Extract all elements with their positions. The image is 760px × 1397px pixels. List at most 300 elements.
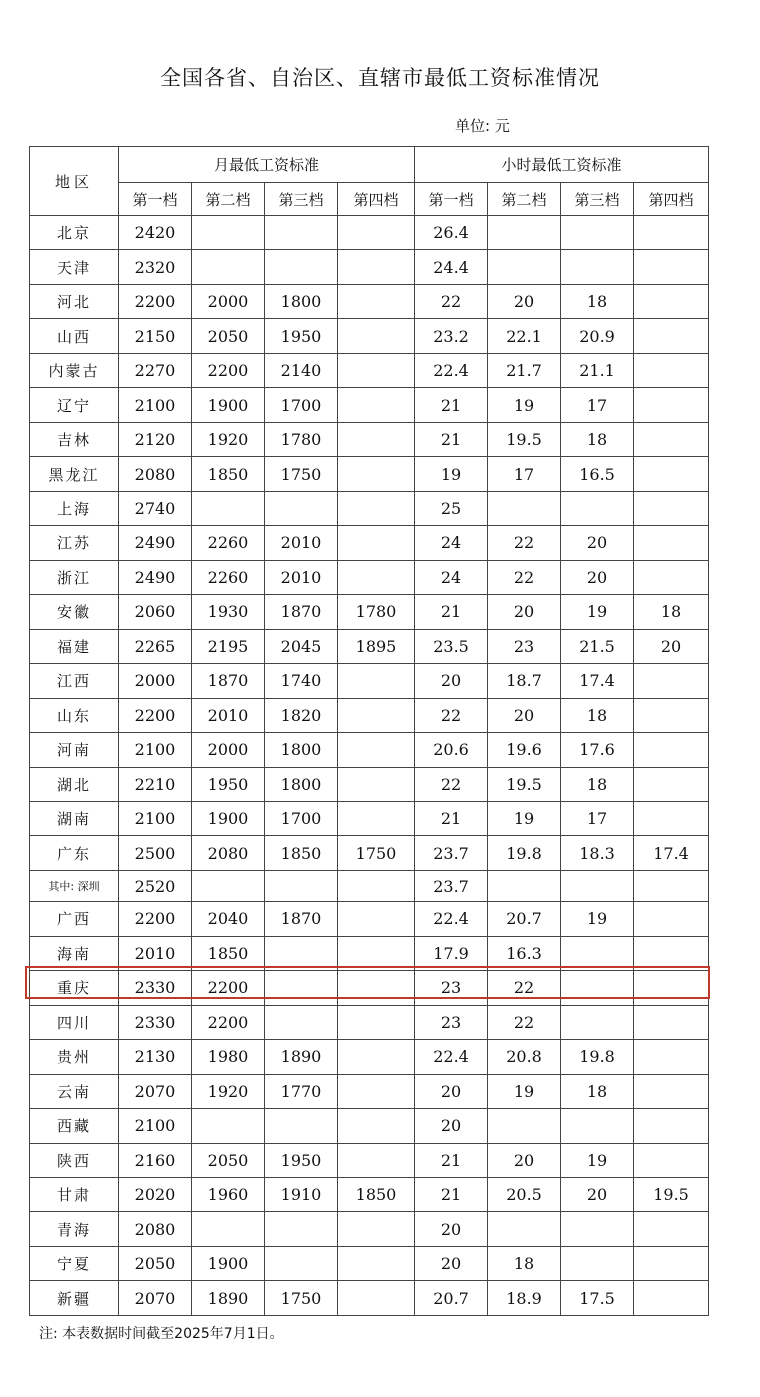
monthly-wage-cell xyxy=(338,664,415,698)
header-hourly-tier-2: 第二档 xyxy=(488,183,561,216)
region-cell: 浙江 xyxy=(30,560,119,594)
hourly-wage-cell: 20 xyxy=(488,1143,561,1177)
region-cell: 四川 xyxy=(30,1005,119,1039)
hourly-wage-cell: 21 xyxy=(415,801,488,835)
hourly-wage-cell: 24 xyxy=(415,526,488,560)
monthly-wage-cell: 1890 xyxy=(192,1281,265,1316)
monthly-wage-cell: 1870 xyxy=(192,664,265,698)
table-row xyxy=(30,1212,709,1246)
monthly-wage-cell xyxy=(192,1109,265,1143)
monthly-wage-cell: 2100 xyxy=(119,388,192,422)
hourly-wage-cell: 20.9 xyxy=(561,319,634,353)
monthly-wage-cell: 1750 xyxy=(265,457,338,491)
region-cell: 内蒙古 xyxy=(30,353,119,387)
monthly-wage-cell: 2010 xyxy=(192,698,265,732)
footnote: 注: 本表数据时间截至2025年7月1日。 xyxy=(39,1326,284,1342)
hourly-wage-cell: 17 xyxy=(561,801,634,835)
region-cell: 北京 xyxy=(30,216,119,250)
hourly-wage-cell xyxy=(561,1109,634,1143)
monthly-wage-cell: 2140 xyxy=(265,353,338,387)
hourly-wage-cell xyxy=(634,1074,709,1108)
hourly-wage-cell xyxy=(634,560,709,594)
monthly-wage-cell xyxy=(338,733,415,767)
monthly-wage-cell xyxy=(338,1212,415,1246)
hourly-wage-cell: 20 xyxy=(415,1074,488,1108)
hourly-wage-cell xyxy=(488,216,561,250)
table-row xyxy=(30,936,709,970)
monthly-wage-cell: 2000 xyxy=(192,284,265,318)
region-cell: 黑龙江 xyxy=(30,457,119,491)
hourly-wage-cell: 20 xyxy=(415,664,488,698)
hourly-wage-cell: 20.8 xyxy=(488,1040,561,1074)
monthly-wage-cell: 2320 xyxy=(119,250,192,284)
monthly-wage-cell: 1800 xyxy=(265,284,338,318)
monthly-wage-cell: 2520 xyxy=(119,870,192,901)
hourly-wage-cell: 26.4 xyxy=(415,216,488,250)
hourly-wage-cell xyxy=(561,250,634,284)
table-row xyxy=(30,319,709,353)
hourly-wage-cell xyxy=(561,216,634,250)
monthly-wage-cell xyxy=(338,1109,415,1143)
header-monthly-tier-1: 第一档 xyxy=(119,183,192,216)
monthly-wage-cell xyxy=(265,491,338,525)
table-row xyxy=(30,250,709,284)
table-row xyxy=(30,1143,709,1177)
hourly-wage-cell: 19.6 xyxy=(488,733,561,767)
table-row xyxy=(30,767,709,801)
monthly-wage-cell: 2490 xyxy=(119,560,192,594)
monthly-wage-cell xyxy=(192,870,265,901)
hourly-wage-cell: 17.5 xyxy=(561,1281,634,1316)
monthly-wage-cell xyxy=(338,971,415,1005)
hourly-wage-cell: 21 xyxy=(415,595,488,629)
monthly-wage-cell: 1750 xyxy=(265,1281,338,1316)
unit-label: 单位: 元 xyxy=(455,117,510,135)
table-row xyxy=(30,353,709,387)
hourly-wage-cell: 20 xyxy=(415,1246,488,1280)
monthly-wage-cell: 2070 xyxy=(119,1281,192,1316)
monthly-wage-cell: 1800 xyxy=(265,767,338,801)
region-cell: 其中: 深圳 xyxy=(30,870,119,901)
monthly-wage-cell xyxy=(338,1246,415,1280)
hourly-wage-cell xyxy=(634,284,709,318)
monthly-wage-cell xyxy=(338,1040,415,1074)
region-cell: 广西 xyxy=(30,902,119,936)
region-cell: 山西 xyxy=(30,319,119,353)
hourly-wage-cell: 21.7 xyxy=(488,353,561,387)
monthly-wage-cell: 2200 xyxy=(192,1005,265,1039)
table-row xyxy=(30,971,709,1005)
monthly-wage-cell: 2490 xyxy=(119,526,192,560)
region-cell: 贵州 xyxy=(30,1040,119,1074)
region-cell: 新疆 xyxy=(30,1281,119,1316)
minimum-wage-table xyxy=(29,146,709,1316)
monthly-wage-cell: 2010 xyxy=(265,560,338,594)
monthly-wage-cell: 2130 xyxy=(119,1040,192,1074)
monthly-wage-cell: 2050 xyxy=(119,1246,192,1280)
region-cell: 辽宁 xyxy=(30,388,119,422)
hourly-wage-cell: 22.1 xyxy=(488,319,561,353)
monthly-wage-cell: 1870 xyxy=(265,595,338,629)
hourly-wage-cell: 21.1 xyxy=(561,353,634,387)
table-row xyxy=(30,836,709,870)
hourly-wage-cell xyxy=(561,936,634,970)
hourly-wage-cell: 19.8 xyxy=(561,1040,634,1074)
table-row xyxy=(30,216,709,250)
region-cell: 河南 xyxy=(30,733,119,767)
monthly-wage-cell: 1800 xyxy=(265,733,338,767)
table-row xyxy=(30,1074,709,1108)
hourly-wage-cell: 18.3 xyxy=(561,836,634,870)
monthly-wage-cell: 1780 xyxy=(338,595,415,629)
hourly-wage-cell: 23.7 xyxy=(415,870,488,901)
monthly-wage-cell xyxy=(338,422,415,456)
hourly-wage-cell xyxy=(488,1212,561,1246)
region-cell: 湖南 xyxy=(30,801,119,835)
monthly-wage-cell xyxy=(338,284,415,318)
table-row xyxy=(30,733,709,767)
monthly-wage-cell: 1900 xyxy=(192,801,265,835)
monthly-wage-cell: 2045 xyxy=(265,629,338,663)
monthly-wage-cell xyxy=(338,388,415,422)
hourly-wage-cell: 17 xyxy=(488,457,561,491)
hourly-wage-cell: 17.6 xyxy=(561,733,634,767)
header-hourly-tier-4: 第四档 xyxy=(634,183,709,216)
hourly-wage-cell: 19.5 xyxy=(634,1177,709,1211)
monthly-wage-cell: 2060 xyxy=(119,595,192,629)
monthly-wage-cell: 1870 xyxy=(265,902,338,936)
hourly-wage-cell: 22 xyxy=(488,560,561,594)
monthly-wage-cell xyxy=(338,250,415,284)
hourly-wage-cell xyxy=(634,422,709,456)
monthly-wage-cell: 2160 xyxy=(119,1143,192,1177)
hourly-wage-cell xyxy=(634,1143,709,1177)
monthly-wage-cell: 2100 xyxy=(119,1109,192,1143)
hourly-wage-cell: 20 xyxy=(415,1212,488,1246)
monthly-wage-cell xyxy=(265,1109,338,1143)
monthly-wage-cell: 1920 xyxy=(192,1074,265,1108)
hourly-wage-cell: 18 xyxy=(561,698,634,732)
monthly-wage-cell: 1770 xyxy=(265,1074,338,1108)
hourly-wage-cell xyxy=(634,388,709,422)
region-cell: 青海 xyxy=(30,1212,119,1246)
hourly-wage-cell xyxy=(634,491,709,525)
hourly-wage-cell: 19 xyxy=(488,388,561,422)
monthly-wage-cell xyxy=(338,902,415,936)
monthly-wage-cell: 2195 xyxy=(192,629,265,663)
hourly-wage-cell xyxy=(634,216,709,250)
monthly-wage-cell: 1895 xyxy=(338,629,415,663)
hourly-wage-cell: 21 xyxy=(415,388,488,422)
hourly-wage-cell: 19.8 xyxy=(488,836,561,870)
monthly-wage-cell: 2420 xyxy=(119,216,192,250)
hourly-wage-cell: 23.7 xyxy=(415,836,488,870)
hourly-wage-cell xyxy=(488,1109,561,1143)
hourly-wage-cell: 20.6 xyxy=(415,733,488,767)
monthly-wage-cell xyxy=(338,1143,415,1177)
hourly-wage-cell xyxy=(488,250,561,284)
hourly-wage-cell: 22 xyxy=(415,698,488,732)
monthly-wage-cell xyxy=(338,698,415,732)
monthly-wage-cell: 2200 xyxy=(119,902,192,936)
hourly-wage-cell xyxy=(561,491,634,525)
monthly-wage-cell xyxy=(265,216,338,250)
hourly-wage-cell: 19 xyxy=(488,1074,561,1108)
hourly-wage-cell: 22 xyxy=(415,767,488,801)
monthly-wage-cell xyxy=(192,1212,265,1246)
hourly-wage-cell: 22.4 xyxy=(415,1040,488,1074)
monthly-wage-cell xyxy=(338,560,415,594)
hourly-wage-cell: 18 xyxy=(561,422,634,456)
hourly-wage-cell: 20 xyxy=(561,526,634,560)
monthly-wage-cell: 1980 xyxy=(192,1040,265,1074)
monthly-wage-cell: 2080 xyxy=(192,836,265,870)
monthly-wage-cell: 2210 xyxy=(119,767,192,801)
table-row xyxy=(30,629,709,663)
table-row xyxy=(30,902,709,936)
hourly-wage-cell xyxy=(634,971,709,1005)
hourly-wage-cell xyxy=(634,1109,709,1143)
hourly-wage-cell: 22 xyxy=(488,971,561,1005)
monthly-wage-cell: 2150 xyxy=(119,319,192,353)
hourly-wage-cell: 17.4 xyxy=(634,836,709,870)
monthly-wage-cell: 1740 xyxy=(265,664,338,698)
region-cell: 宁夏 xyxy=(30,1246,119,1280)
hourly-wage-cell: 20 xyxy=(561,1177,634,1211)
monthly-wage-cell: 2330 xyxy=(119,1005,192,1039)
hourly-wage-cell: 17.4 xyxy=(561,664,634,698)
monthly-wage-cell: 1910 xyxy=(265,1177,338,1211)
hourly-wage-cell xyxy=(634,353,709,387)
monthly-wage-cell xyxy=(338,1074,415,1108)
hourly-wage-cell: 22 xyxy=(488,526,561,560)
monthly-wage-cell: 1930 xyxy=(192,595,265,629)
region-cell: 河北 xyxy=(30,284,119,318)
table-row xyxy=(30,1281,709,1316)
header-region: 地区 xyxy=(30,147,119,216)
hourly-wage-cell xyxy=(634,250,709,284)
hourly-wage-cell xyxy=(634,698,709,732)
region-cell: 上海 xyxy=(30,491,119,525)
table-row xyxy=(30,457,709,491)
region-cell: 安徽 xyxy=(30,595,119,629)
table-row xyxy=(30,1040,709,1074)
monthly-wage-cell xyxy=(265,870,338,901)
hourly-wage-cell: 21 xyxy=(415,1177,488,1211)
monthly-wage-cell: 1850 xyxy=(192,936,265,970)
hourly-wage-cell: 18 xyxy=(488,1246,561,1280)
header-hourly: 小时最低工资标准 xyxy=(415,147,709,183)
monthly-wage-cell: 2070 xyxy=(119,1074,192,1108)
monthly-wage-cell: 1950 xyxy=(265,319,338,353)
hourly-wage-cell: 19.5 xyxy=(488,767,561,801)
monthly-wage-cell: 2260 xyxy=(192,560,265,594)
hourly-wage-cell xyxy=(634,1040,709,1074)
hourly-wage-cell: 18 xyxy=(561,284,634,318)
monthly-wage-cell xyxy=(265,1005,338,1039)
monthly-wage-cell: 2100 xyxy=(119,733,192,767)
region-cell: 福建 xyxy=(30,629,119,663)
hourly-wage-cell: 18.9 xyxy=(488,1281,561,1316)
monthly-wage-cell: 2265 xyxy=(119,629,192,663)
monthly-wage-cell: 2740 xyxy=(119,491,192,525)
monthly-wage-cell: 2050 xyxy=(192,319,265,353)
hourly-wage-cell: 21.5 xyxy=(561,629,634,663)
table-row xyxy=(30,1005,709,1039)
hourly-wage-cell: 18 xyxy=(561,767,634,801)
monthly-wage-cell xyxy=(338,767,415,801)
hourly-wage-cell xyxy=(561,1212,634,1246)
hourly-wage-cell: 20 xyxy=(488,595,561,629)
monthly-wage-cell xyxy=(338,526,415,560)
hourly-wage-cell: 17 xyxy=(561,388,634,422)
hourly-wage-cell: 19 xyxy=(415,457,488,491)
monthly-wage-cell xyxy=(265,1246,338,1280)
monthly-wage-cell: 2050 xyxy=(192,1143,265,1177)
hourly-wage-cell: 23.2 xyxy=(415,319,488,353)
monthly-wage-cell: 1820 xyxy=(265,698,338,732)
monthly-wage-cell xyxy=(265,936,338,970)
hourly-wage-cell: 18.7 xyxy=(488,664,561,698)
monthly-wage-cell: 1850 xyxy=(192,457,265,491)
hourly-wage-cell: 24.4 xyxy=(415,250,488,284)
monthly-wage-cell: 2020 xyxy=(119,1177,192,1211)
hourly-wage-cell xyxy=(488,870,561,901)
hourly-wage-cell: 21 xyxy=(415,1143,488,1177)
monthly-wage-cell: 2200 xyxy=(192,353,265,387)
table-row xyxy=(30,664,709,698)
hourly-wage-cell xyxy=(634,1212,709,1246)
header-hourly-tier-3: 第三档 xyxy=(561,183,634,216)
hourly-wage-cell: 20 xyxy=(488,284,561,318)
monthly-wage-cell: 2260 xyxy=(192,526,265,560)
hourly-wage-cell: 19 xyxy=(488,801,561,835)
region-cell: 湖北 xyxy=(30,767,119,801)
hourly-wage-cell: 25 xyxy=(415,491,488,525)
monthly-wage-cell xyxy=(338,1281,415,1316)
region-cell: 山东 xyxy=(30,698,119,732)
hourly-wage-cell: 21 xyxy=(415,422,488,456)
header-monthly-tier-4: 第四档 xyxy=(338,183,415,216)
table-row xyxy=(30,1109,709,1143)
monthly-wage-cell xyxy=(338,870,415,901)
table-row xyxy=(30,1177,709,1211)
hourly-wage-cell xyxy=(634,870,709,901)
hourly-wage-cell xyxy=(561,1246,634,1280)
monthly-wage-cell: 1850 xyxy=(338,1177,415,1211)
hourly-wage-cell: 20 xyxy=(634,629,709,663)
monthly-wage-cell: 2200 xyxy=(119,284,192,318)
monthly-wage-cell: 1950 xyxy=(265,1143,338,1177)
hourly-wage-cell xyxy=(634,457,709,491)
monthly-wage-cell: 1900 xyxy=(192,1246,265,1280)
monthly-wage-cell: 2040 xyxy=(192,902,265,936)
monthly-wage-cell: 1700 xyxy=(265,388,338,422)
hourly-wage-cell: 23 xyxy=(488,629,561,663)
monthly-wage-cell: 1890 xyxy=(265,1040,338,1074)
hourly-wage-cell: 23 xyxy=(415,1005,488,1039)
hourly-wage-cell: 20 xyxy=(488,698,561,732)
monthly-wage-cell xyxy=(265,1212,338,1246)
region-cell: 广东 xyxy=(30,836,119,870)
monthly-wage-cell: 1750 xyxy=(338,836,415,870)
hourly-wage-cell: 18 xyxy=(561,1074,634,1108)
monthly-wage-cell: 1900 xyxy=(192,388,265,422)
monthly-wage-cell: 2200 xyxy=(192,971,265,1005)
hourly-wage-cell: 20.7 xyxy=(488,902,561,936)
header-monthly-tier-3: 第三档 xyxy=(265,183,338,216)
monthly-wage-cell xyxy=(338,457,415,491)
region-cell: 海南 xyxy=(30,936,119,970)
monthly-wage-cell: 2500 xyxy=(119,836,192,870)
monthly-wage-cell xyxy=(192,491,265,525)
hourly-wage-cell xyxy=(634,902,709,936)
hourly-wage-cell xyxy=(634,526,709,560)
region-cell: 重庆 xyxy=(30,971,119,1005)
monthly-wage-cell: 1950 xyxy=(192,767,265,801)
table-row xyxy=(30,698,709,732)
monthly-wage-cell: 2270 xyxy=(119,353,192,387)
table-row xyxy=(30,388,709,422)
hourly-wage-cell: 19 xyxy=(561,1143,634,1177)
hourly-wage-cell: 24 xyxy=(415,560,488,594)
region-cell: 江西 xyxy=(30,664,119,698)
table-row xyxy=(30,422,709,456)
table-row xyxy=(30,491,709,525)
hourly-wage-cell xyxy=(561,1005,634,1039)
hourly-wage-cell: 19 xyxy=(561,902,634,936)
header-monthly-tier-2: 第二档 xyxy=(192,183,265,216)
monthly-wage-cell: 2330 xyxy=(119,971,192,1005)
monthly-wage-cell: 2000 xyxy=(119,664,192,698)
hourly-wage-cell: 23.5 xyxy=(415,629,488,663)
region-cell: 陕西 xyxy=(30,1143,119,1177)
region-cell: 甘肃 xyxy=(30,1177,119,1211)
hourly-wage-cell xyxy=(634,733,709,767)
monthly-wage-cell: 2080 xyxy=(119,457,192,491)
monthly-wage-cell: 1960 xyxy=(192,1177,265,1211)
monthly-wage-cell xyxy=(338,1005,415,1039)
hourly-wage-cell: 20.5 xyxy=(488,1177,561,1211)
table-body xyxy=(30,216,709,1316)
hourly-wage-cell: 17.9 xyxy=(415,936,488,970)
hourly-wage-cell: 20 xyxy=(415,1109,488,1143)
table-row xyxy=(30,801,709,835)
hourly-wage-cell: 22.4 xyxy=(415,353,488,387)
hourly-wage-cell xyxy=(634,1246,709,1280)
monthly-wage-cell xyxy=(265,971,338,1005)
monthly-wage-cell: 2120 xyxy=(119,422,192,456)
hourly-wage-cell: 19 xyxy=(561,595,634,629)
monthly-wage-cell: 2010 xyxy=(119,936,192,970)
hourly-wage-cell xyxy=(561,971,634,1005)
hourly-wage-cell: 19.5 xyxy=(488,422,561,456)
hourly-wage-cell xyxy=(634,936,709,970)
header-hourly-tier-1: 第一档 xyxy=(415,183,488,216)
hourly-wage-cell xyxy=(634,1281,709,1316)
hourly-wage-cell xyxy=(488,491,561,525)
hourly-wage-cell: 20.7 xyxy=(415,1281,488,1316)
monthly-wage-cell xyxy=(338,936,415,970)
hourly-wage-cell: 16.5 xyxy=(561,457,634,491)
monthly-wage-cell xyxy=(338,353,415,387)
monthly-wage-cell: 2080 xyxy=(119,1212,192,1246)
monthly-wage-cell: 1850 xyxy=(265,836,338,870)
monthly-wage-cell xyxy=(338,319,415,353)
monthly-wage-cell xyxy=(338,216,415,250)
hourly-wage-cell xyxy=(634,319,709,353)
monthly-wage-cell xyxy=(192,216,265,250)
